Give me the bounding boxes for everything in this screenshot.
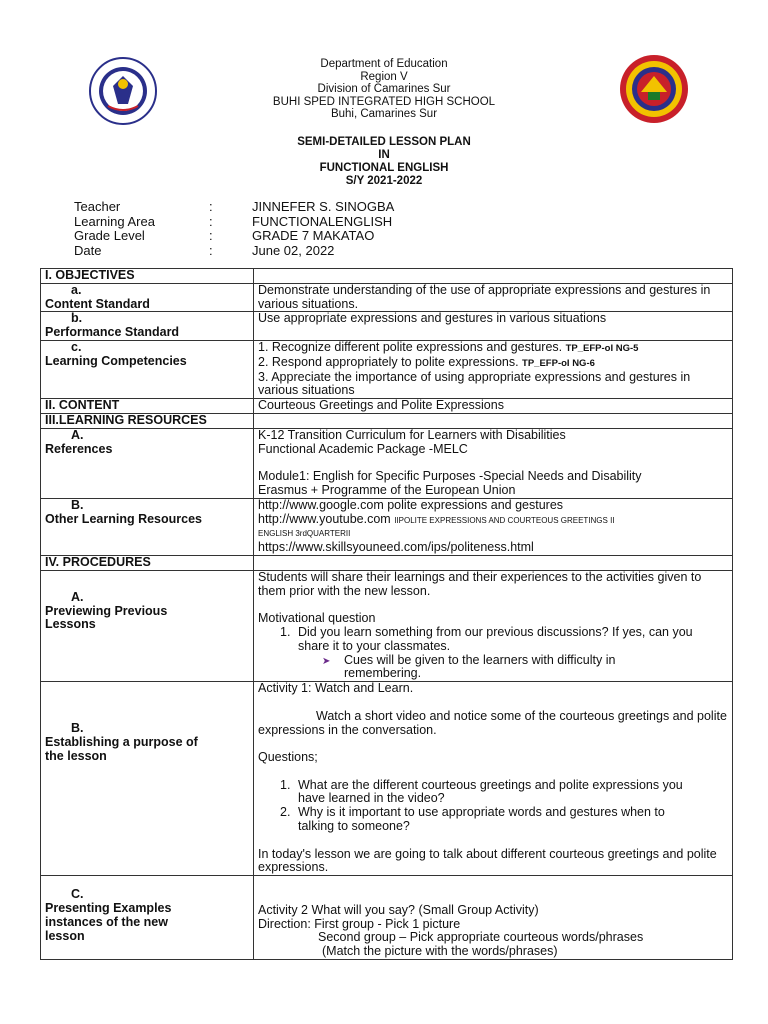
item-letter: A. — [71, 427, 84, 442]
paragraph: Students will share their learnings and their experiences to the activities given to them prior with the new lesson. — [258, 569, 702, 598]
question-item: 1. What are the different courteous greetings and polite expressions you have learned in the video? — [280, 777, 683, 806]
lesson-plan-table — [40, 268, 733, 960]
competency-item: 2. Respond appropriately to polite expressions. TP_EFP-oI NG-6 — [258, 354, 595, 369]
info-label: Learning Area — [74, 213, 155, 229]
item-letter: c. — [71, 339, 82, 354]
row-label: Presenting Examples instances of the new lesson — [45, 901, 172, 943]
info-label: Teacher — [74, 199, 121, 214]
paragraph: Questions; — [258, 750, 318, 765]
content-row — [41, 399, 733, 414]
previewing-row — [41, 570, 733, 681]
item-letter: B. — [71, 721, 84, 736]
row-label: Previewing Previous Lessons — [45, 603, 168, 632]
info-value: June 02, 2022 — [252, 242, 335, 258]
other-resources-row — [41, 498, 733, 555]
bullet-item: ➤ Cues will be given to the learners with difficulty in remembering. — [322, 652, 616, 681]
question-item: 2. Why is it important to use appropriate words and gestures when to talking to someone? — [280, 805, 665, 834]
info-row-teacher — [74, 200, 574, 215]
info-label: Date — [74, 242, 102, 258]
paragraph: Activity 1: Watch and Learn. — [258, 681, 414, 696]
paragraph: Direction: First group - Pick 1 picture — [258, 916, 461, 931]
info-colon: : — [209, 242, 213, 258]
performance-standard-row — [41, 312, 733, 341]
section-heading: IV. PROCEDURES — [41, 555, 254, 570]
row-label: Establishing a purpose of the lesson — [45, 734, 198, 763]
header-line: Division of Camarines Sur — [317, 83, 451, 95]
paragraph: Motivational question — [258, 611, 376, 626]
title-line: S/Y 2021-2022 — [345, 175, 423, 187]
row-text: Use appropriate expressions and gestures in various situations — [254, 312, 733, 341]
item-letter: a. — [71, 282, 82, 297]
header-line: Department of Education — [320, 58, 448, 70]
row-label: Learning Competencies — [45, 353, 187, 368]
item-letter: A. — [71, 589, 84, 604]
info-colon: : — [209, 228, 213, 243]
reference-line: Module1: English for Specific Purposes -Special Needs and Disability — [258, 469, 642, 484]
title-line: FUNCTIONAL ENGLISH — [319, 162, 449, 174]
resource-link[interactable]: http://www.youtube.com IIPOLITE EXPRESSIONS AND COURTEOUS GREETINGS II — [258, 511, 615, 526]
paragraph: Activity 2 What will you say? (Small Group Activity) — [258, 902, 539, 917]
competency-code: TP_EFP-oI NG-5 — [565, 342, 639, 354]
reference-line: K-12 Transition Curriculum for Learners with Disabilities — [258, 427, 566, 442]
row-label: Content Standard — [45, 296, 150, 311]
section-heading: III.LEARNING RESOURCES — [41, 413, 254, 428]
competency-code: TP_EFP-oI NG-6 — [522, 357, 595, 369]
paragraph: Second group – Pick appropriate courteous words/phrases — [318, 930, 644, 945]
competencies-row — [41, 340, 733, 398]
info-row-learning-area — [74, 215, 574, 230]
info-label: Grade Level — [74, 228, 145, 243]
procedures-row — [41, 555, 733, 570]
objectives-row — [41, 269, 733, 284]
content-standard-row — [41, 283, 733, 312]
info-value: FUNCTIONALENGLISH — [252, 213, 393, 229]
arrow-bullet-icon: ➤ — [322, 655, 331, 667]
teacher-info — [74, 200, 574, 258]
row-label: Other Learning Resources — [45, 511, 202, 526]
question-item: 1. Did you learn something from our previous discussions? If yes, can you share it to your classmates. — [280, 624, 693, 653]
references-row — [41, 428, 733, 498]
paragraph: Watch a short video and notice some of the courteous greetings and polite expressions in the conversation. — [258, 708, 727, 737]
resources-row — [41, 413, 733, 428]
row-label: References — [45, 441, 113, 456]
examples-row — [41, 876, 733, 960]
resource-link[interactable]: http://www.google.com polite expressions and gestures — [258, 497, 564, 512]
document-title — [0, 136, 768, 188]
row-label: Performance Standard — [45, 325, 180, 340]
row-text: Courteous Greetings and Polite Expressions — [254, 399, 733, 414]
info-row-grade-level — [74, 229, 574, 244]
info-colon: : — [209, 199, 213, 214]
info-colon: : — [209, 213, 213, 229]
info-row-date — [74, 244, 574, 259]
info-value: GRADE 7 MAKATAO — [252, 228, 375, 243]
competency-item: 3. Appreciate the importance of using appropriate expressions and gestures in various situations — [258, 369, 691, 398]
row-text: Demonstrate understanding of the use of appropriate expressions and gestures in various situations. — [254, 283, 733, 312]
header-line: Region V — [360, 70, 408, 83]
section-heading: II. CONTENT — [41, 399, 254, 414]
reference-line: Functional Academic Package -MELC — [258, 441, 468, 456]
info-value: JINNEFER S. SINOGBA — [252, 199, 395, 214]
item-letter: b. — [71, 311, 83, 326]
competency-item: 1. Recognize different polite expressions and gestures. TP_EFP-oI NG-5 — [258, 339, 639, 354]
header-line: Buhi, Camarines Sur — [330, 108, 438, 120]
resource-note: ENGLISH 3rdQUARTERII — [258, 529, 351, 539]
header-line: BUHI SPED INTEGRATED HIGH SCHOOL — [272, 95, 496, 108]
section-heading: I. OBJECTIVES — [41, 269, 254, 284]
item-letter: B. — [71, 497, 84, 512]
paragraph: In today's lesson we are going to talk about different courteous greetings and polite expressions. — [258, 846, 717, 875]
paragraph: (Match the picture with the words/phrases) — [322, 944, 558, 959]
item-letter: C. — [71, 887, 84, 902]
school-header — [0, 58, 768, 121]
title-line: IN — [378, 149, 390, 161]
reference-line: Erasmus + Programme of the European Union — [258, 482, 516, 497]
title-line: SEMI-DETAILED LESSON PLAN — [297, 136, 471, 148]
purpose-row — [41, 682, 733, 876]
resource-link[interactable]: https://www.skillsyouneed.com/ips/politeness.html — [258, 540, 534, 555]
